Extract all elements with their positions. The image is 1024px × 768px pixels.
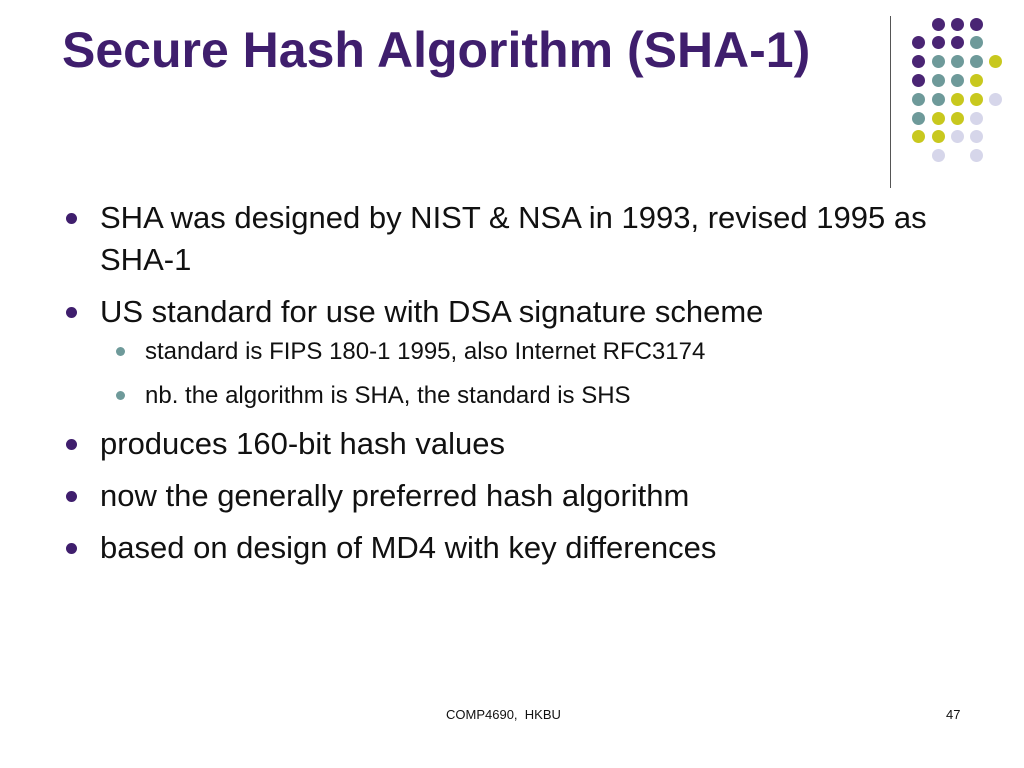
title-divider-line: [890, 16, 891, 188]
decorative-dot: [970, 130, 983, 143]
slide-footer: COMP4690, HKBU: [446, 707, 561, 722]
decorative-dot: [912, 36, 925, 49]
decorative-dot: [951, 36, 964, 49]
decorative-dot: [970, 55, 983, 68]
decorative-dot: [912, 55, 925, 68]
decorative-dot: [932, 36, 945, 49]
decorative-dot: [912, 130, 925, 143]
bullet-dot-icon: [66, 307, 77, 318]
sub-bullet-text: nb. the algorithm is SHA, the standard is SHS: [145, 382, 631, 409]
bullet-list: [62, 197, 982, 579]
decorative-dot: [932, 18, 945, 31]
sub-bullet-item: [100, 379, 982, 413]
bullet-text: based on design of MD4 with key differences: [100, 530, 717, 565]
bullet-item: [62, 527, 982, 569]
decorative-dot: [951, 74, 964, 87]
sub-bullet-item: [100, 335, 982, 369]
decorative-dot: [932, 149, 945, 162]
decorative-dot: [970, 74, 983, 87]
decorative-dot: [912, 112, 925, 125]
decorative-dot: [932, 74, 945, 87]
decorative-dot: [932, 93, 945, 106]
decorative-dot: [951, 112, 964, 125]
sub-bullet-list: [100, 335, 982, 413]
decorative-dot: [989, 93, 1002, 106]
decorative-dot: [989, 55, 1002, 68]
bullet-item: [62, 423, 982, 465]
decorative-dot: [951, 55, 964, 68]
decorative-dot: [951, 18, 964, 31]
bullet-item: [62, 475, 982, 517]
decorative-dot: [932, 55, 945, 68]
bullet-text: US standard for use with DSA signature scheme: [100, 294, 764, 329]
decorative-dot: [932, 130, 945, 143]
decorative-dot: [970, 93, 983, 106]
sub-bullet-dot-icon: [116, 347, 125, 356]
decorative-dot: [970, 112, 983, 125]
decorative-dot: [951, 93, 964, 106]
bullet-text: now the generally preferred hash algorithm: [100, 478, 690, 513]
decorative-dot: [970, 149, 983, 162]
decorative-dot: [970, 18, 983, 31]
bullet-dot-icon: [66, 491, 77, 502]
decorative-dot: [912, 93, 925, 106]
bullet-dot-icon: [66, 543, 77, 554]
slide-title: Secure Hash Algorithm (SHA-1): [62, 22, 811, 78]
page-number: 47: [946, 707, 961, 722]
sub-bullet-text: standard is FIPS 180-1 1995, also Internet RFC3174: [145, 338, 706, 365]
decorative-dot: [970, 36, 983, 49]
decorative-dot: [932, 112, 945, 125]
bullet-dot-icon: [66, 213, 77, 224]
bullet-item: [62, 197, 982, 281]
bullet-text: SHA was designed by NIST & NSA in 1993, revised 1995 as SHA-1: [100, 200, 927, 277]
bullet-item: [62, 291, 982, 413]
bullet-dot-icon: [66, 439, 77, 450]
bullet-text: produces 160-bit hash values: [100, 426, 505, 461]
decorative-dot: [951, 130, 964, 143]
sub-bullet-dot-icon: [116, 391, 125, 400]
decorative-dot: [912, 74, 925, 87]
